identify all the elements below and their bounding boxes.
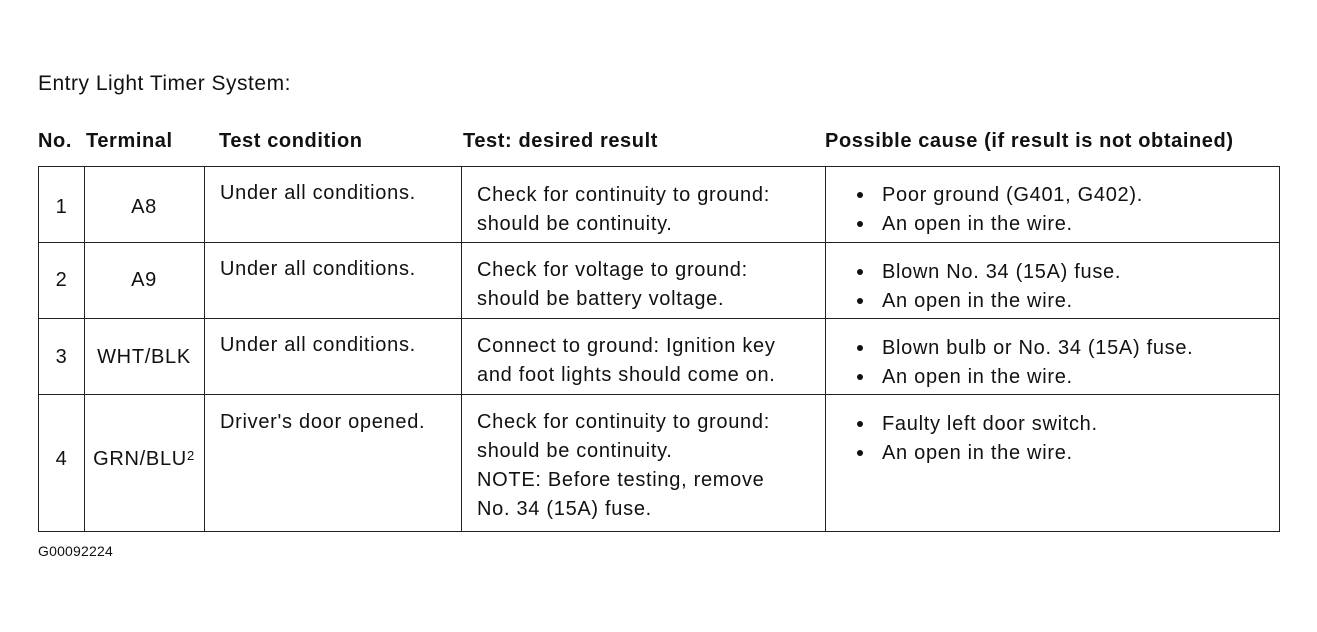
terminal-footnote: 2 bbox=[186, 448, 195, 463]
condition-cell: Under all conditions. bbox=[220, 258, 416, 280]
result-line: should be continuity. bbox=[477, 213, 673, 235]
result-line: Connect to ground: Ignition key bbox=[477, 335, 776, 357]
row-number: 1 bbox=[55, 196, 68, 218]
result-line: and foot lights should come on. bbox=[477, 364, 776, 386]
result-note-line: NOTE: Before testing, remove bbox=[477, 469, 765, 491]
terminal-label: GRN/BLU bbox=[93, 448, 187, 470]
header-no: No. bbox=[38, 130, 73, 152]
column-divider bbox=[825, 167, 826, 531]
reference-code: G00092224 bbox=[38, 543, 113, 559]
cause-item: An open in the wire. bbox=[853, 439, 1098, 468]
terminal-cell: A9 bbox=[131, 269, 157, 291]
header-possible-cause: Possible cause (if result is not obtained) bbox=[825, 130, 1234, 152]
header-test-condition: Test condition bbox=[219, 130, 363, 152]
results-table bbox=[38, 166, 1280, 532]
cause-item: Blown No. 34 (15A) fuse. bbox=[853, 258, 1121, 287]
cause-cell bbox=[853, 181, 1143, 239]
result-line: Check for continuity to ground: bbox=[477, 411, 770, 433]
header-desired-result: Test: desired result bbox=[463, 130, 659, 152]
result-cell bbox=[477, 256, 748, 314]
row-divider bbox=[39, 318, 1279, 319]
row-number: 4 bbox=[55, 448, 68, 470]
cause-item: Blown bulb or No. 34 (15A) fuse. bbox=[853, 334, 1193, 363]
column-divider bbox=[461, 167, 462, 531]
row-number: 2 bbox=[55, 269, 68, 291]
cause-item: Faulty left door switch. bbox=[853, 410, 1098, 439]
condition-cell: Driver's door opened. bbox=[220, 411, 426, 433]
terminal-cell: A8 bbox=[131, 196, 157, 218]
result-line: should be continuity. bbox=[477, 440, 673, 462]
terminal-cell bbox=[84, 445, 204, 474]
result-note-line: No. 34 (15A) fuse. bbox=[477, 498, 652, 520]
row-number: 3 bbox=[55, 346, 68, 368]
result-cell bbox=[477, 181, 770, 239]
result-line: Check for continuity to ground: bbox=[477, 184, 770, 206]
condition-cell: Under all conditions. bbox=[220, 334, 416, 356]
result-line: should be battery voltage. bbox=[477, 288, 725, 310]
header-terminal: Terminal bbox=[86, 130, 173, 152]
result-cell bbox=[477, 332, 776, 390]
cause-cell bbox=[853, 410, 1098, 468]
row-divider bbox=[39, 242, 1279, 243]
condition-cell: Under all conditions. bbox=[220, 182, 416, 204]
result-line: Check for voltage to ground: bbox=[477, 259, 748, 281]
table-title: Entry Light Timer System: bbox=[38, 72, 291, 95]
cause-item: Poor ground (G401, G402). bbox=[853, 181, 1143, 210]
cause-cell bbox=[853, 258, 1121, 316]
terminal-cell: WHT/BLK bbox=[97, 346, 191, 368]
cause-cell bbox=[853, 334, 1193, 392]
cause-item: An open in the wire. bbox=[853, 210, 1143, 239]
row-divider bbox=[39, 394, 1279, 395]
result-cell bbox=[477, 408, 770, 524]
column-divider bbox=[204, 167, 205, 531]
cause-item: An open in the wire. bbox=[853, 287, 1121, 316]
cause-item: An open in the wire. bbox=[853, 363, 1193, 392]
